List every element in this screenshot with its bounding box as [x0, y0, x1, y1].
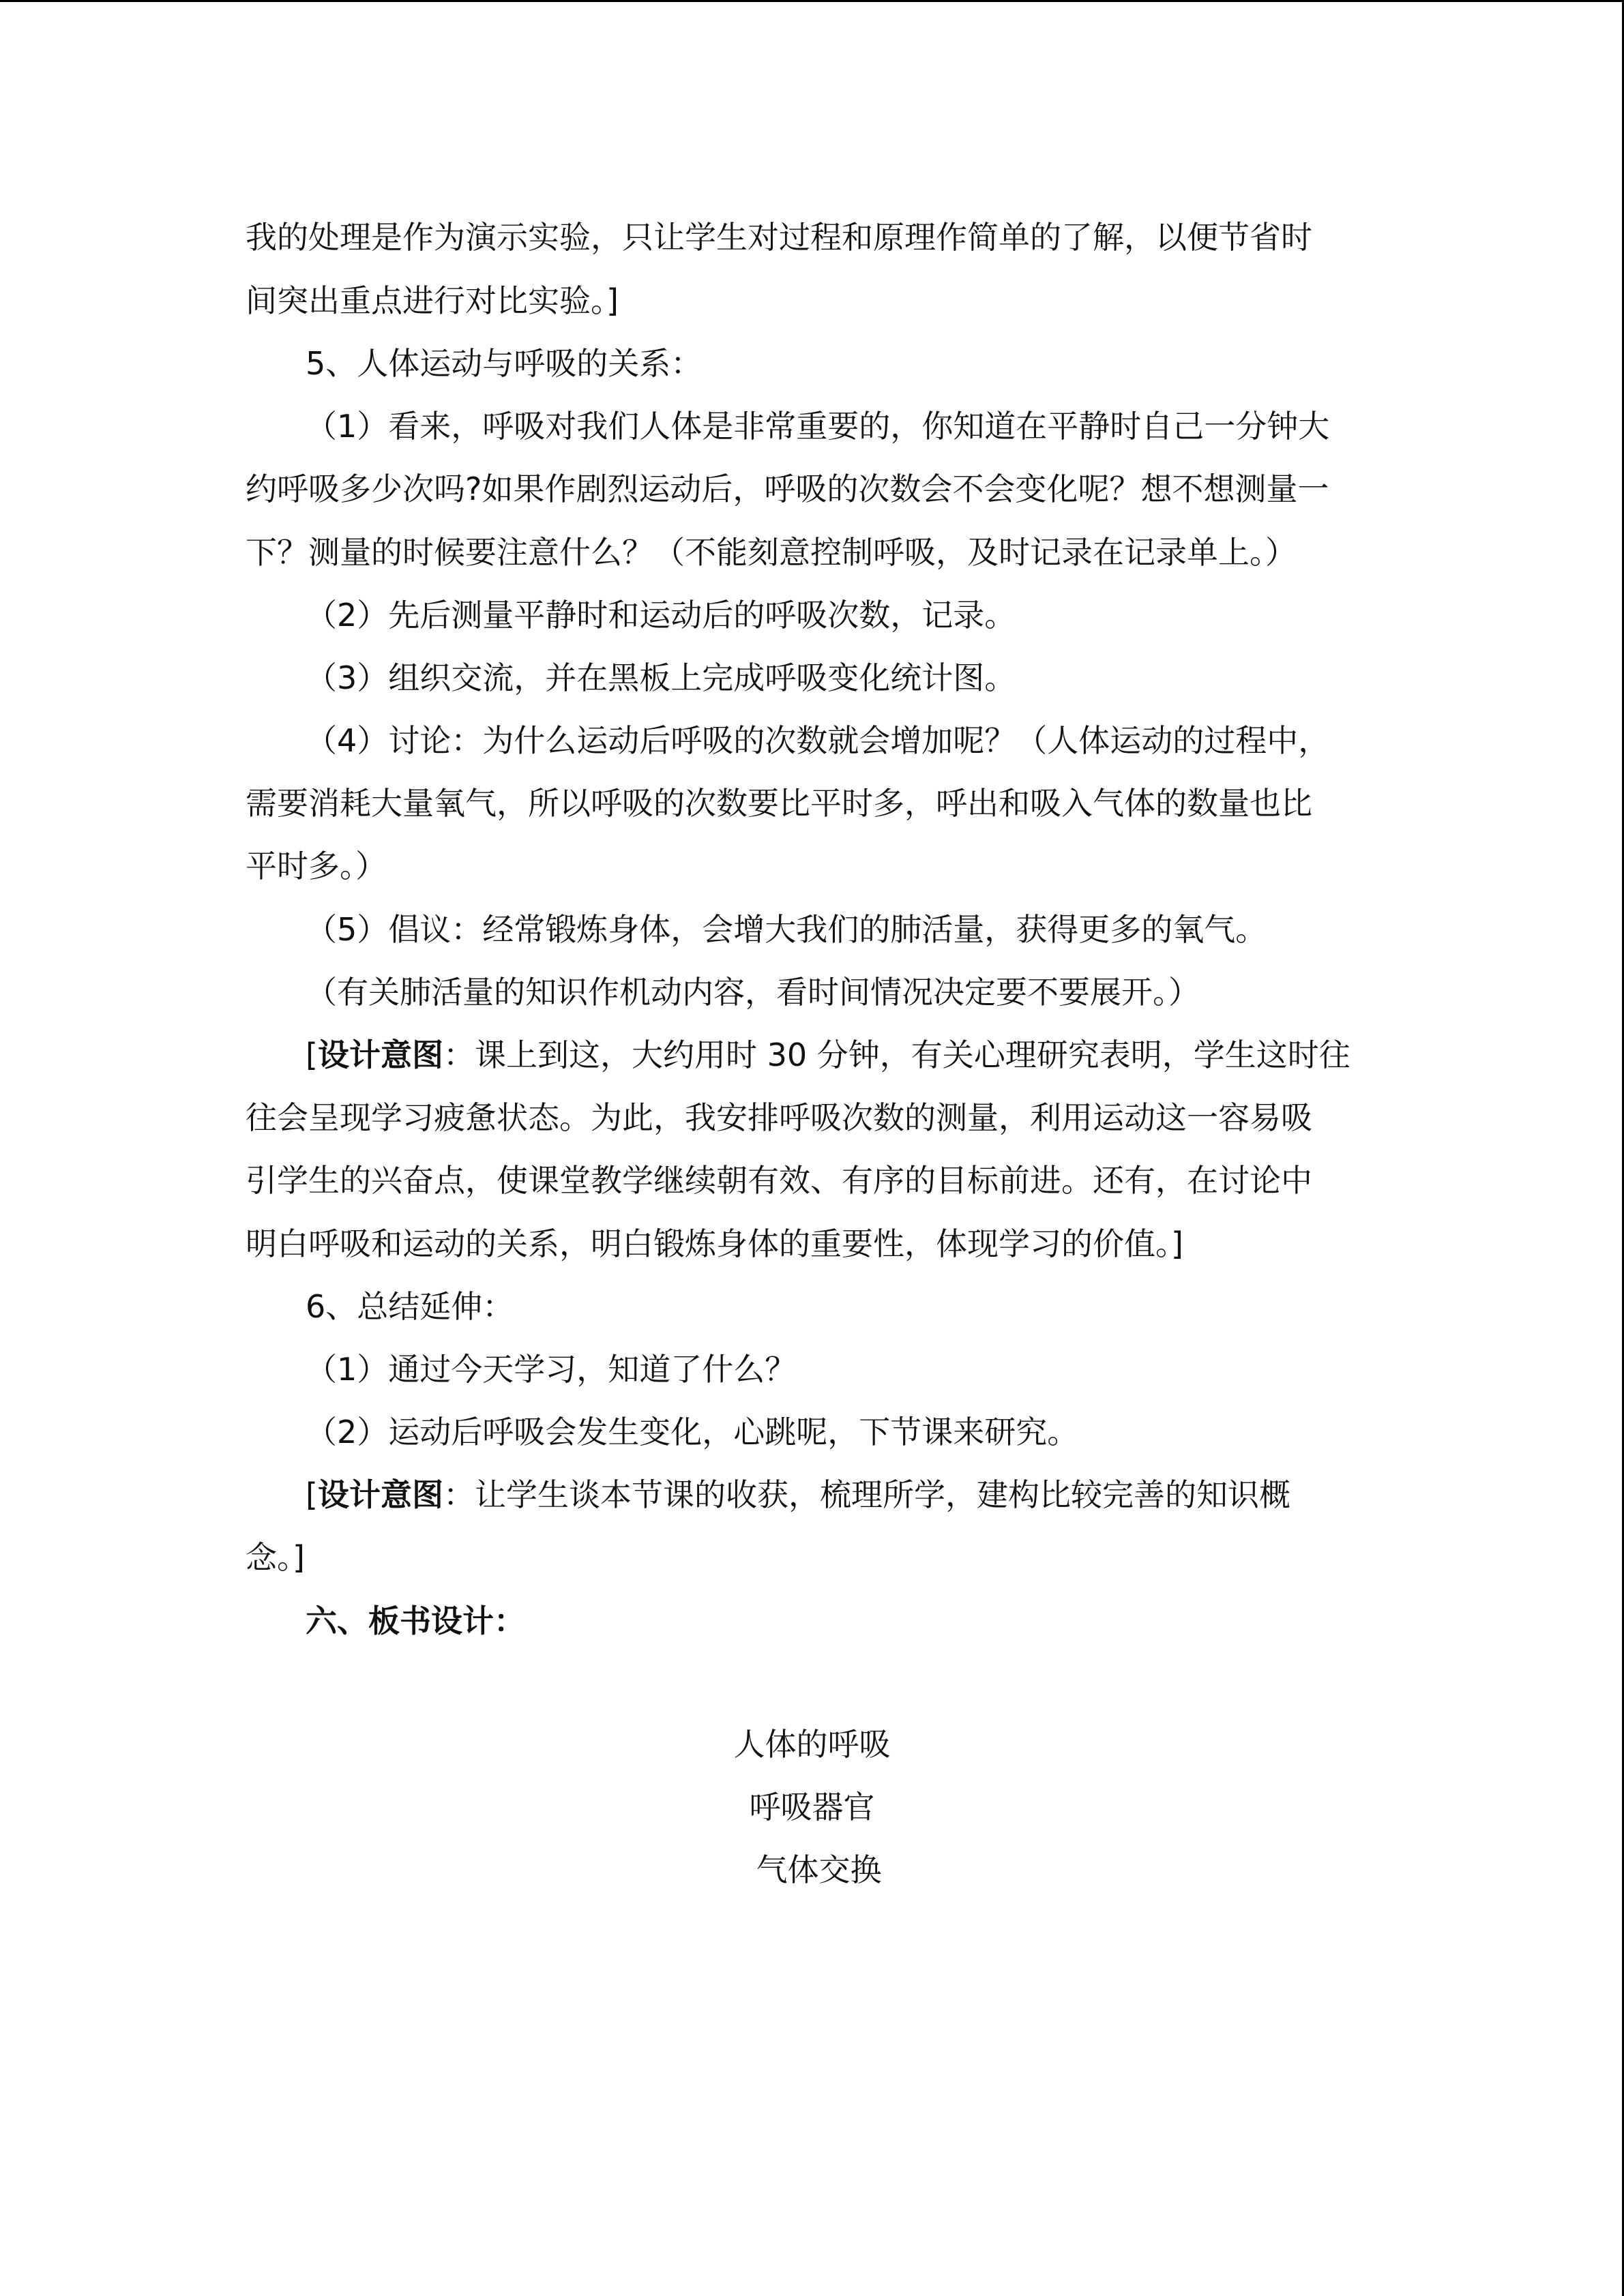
board-item-gas-exchange: 气体交换	[756, 1851, 882, 1888]
board-title: 人体的呼吸	[733, 1726, 891, 1763]
paragraph-line: （有关肺活量的知识作机动内容，看时间情况决定要不要展开。）	[306, 974, 1200, 1011]
paragraph-line: 明白呼吸和运动的关系，明白锻炼身体的重要性，体现学习的价值。]	[246, 1225, 1183, 1262]
paragraph-line: （1）通过今天学习，知道了什么？	[306, 1351, 797, 1388]
board-item-organs: 呼吸器官	[749, 1789, 875, 1825]
paragraph-line: 念。]	[246, 1539, 305, 1576]
paragraph-line: 我的处理是作为演示实验，只让学生对过程和原理作简单的了解，以便节省时	[246, 219, 1312, 256]
section-heading-board-design: 六、板书设计：	[306, 1602, 525, 1639]
paragraph-line: （5）倡议：经常锻炼身体，会增大我们的肺活量，获得更多的氧气。	[306, 911, 1267, 948]
paragraph-line: （3）组织交流，并在黑板上完成呼吸变化统计图。	[306, 659, 1016, 696]
design-intent-line	[306, 1034, 1438, 1075]
section-heading-5: 5、人体运动与呼吸的关系：	[306, 345, 703, 382]
paragraph-line: 引学生的兴奋点，使课堂教学继续朝有效、有序的目标前进。还有，在讨论中	[246, 1162, 1312, 1199]
section-heading-6: 6、总结延伸：	[306, 1288, 514, 1325]
design-intent-label: 设计意图	[317, 1476, 443, 1513]
paragraph-line: 约呼吸多少次吗?如果作剧烈运动后，呼吸的次数会不会变化呢？想不想测量一	[246, 471, 1329, 507]
design-intent-text: ：让学生谈本节课的收获，梳理所学，建构比较完善的知识概	[443, 1476, 1290, 1513]
paragraph-line: （2）运动后呼吸会发生变化，心跳呢，下节课来研究。	[306, 1414, 1079, 1450]
paragraph-line: 间突出重点进行对比实验。]	[246, 282, 619, 319]
paragraph-line: 需要消耗大量氧气，所以呼吸的次数要比平时多，呼出和吸入气体的数量也比	[246, 785, 1312, 822]
bracket: [	[306, 1037, 318, 1073]
bracket: [	[306, 1476, 318, 1513]
paragraph-line: 平时多。）	[246, 848, 387, 884]
paragraph-line: （1）看来，呼吸对我们人体是非常重要的，你知道在平静时自己一分钟大	[306, 408, 1330, 445]
paragraph-line: 往会呈现学习疲惫状态。为此，我安排呼吸次数的测量，利用运动这一容易吸	[246, 1099, 1312, 1136]
design-intent-text: ：课上到这，大约用时 30 分钟，有关心理研究表明，学生这时往	[443, 1037, 1350, 1073]
design-intent-line	[306, 1474, 1438, 1515]
paragraph-line: （2）先后测量平静时和运动后的呼吸次数，记录。	[306, 597, 1016, 633]
design-intent-label: 设计意图	[317, 1037, 443, 1073]
paragraph-line: 下？测量的时候要注意什么？（不能刻意控制呼吸，及时记录在记录单上。）	[246, 534, 1297, 571]
paragraph-line: （4）讨论：为什么运动后呼吸的次数就会增加呢？（人体运动的过程中，	[306, 722, 1330, 759]
